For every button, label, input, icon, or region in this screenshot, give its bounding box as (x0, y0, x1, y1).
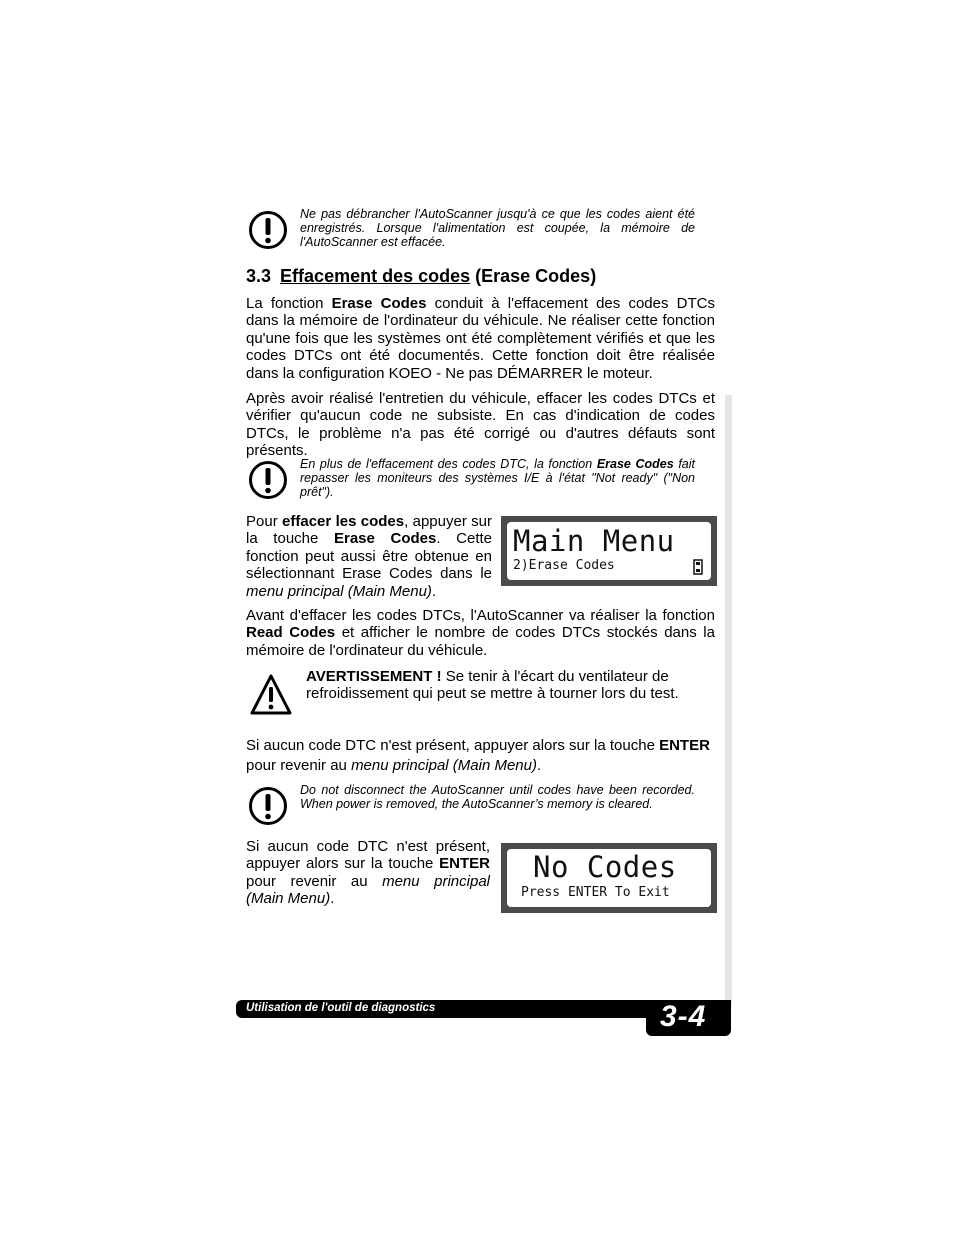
text-run: pour revenir au (246, 757, 352, 774)
text-run: . (330, 890, 335, 908)
text-bold: ENTER (659, 737, 710, 754)
text-bold: Read Codes (246, 624, 336, 642)
section-title-english: (Erase Codes) (475, 266, 597, 286)
text-bold: effacer les codes (282, 513, 405, 530)
text-run: . Cette fonction peut aussi être obtenue en sélectionnant Erase Codes dans le (246, 530, 492, 583)
text-run: Se tenir à l'écart du ventilateur de refroidissement qui peut se mettre à tourner lors du test. (306, 668, 679, 703)
text-bold: ENTER (439, 855, 490, 873)
text-run: , appuyer sur la touche (246, 513, 492, 548)
section-title: Effacement des codes (280, 266, 471, 286)
text-bold: Erase Codes (331, 295, 427, 312)
page-number-tab (646, 1000, 731, 1036)
lcd-line: Press ENTER To Exit (521, 885, 670, 900)
exclamation-icon (248, 210, 288, 250)
text-run: . (431, 582, 437, 600)
note-text: Ne pas débrancher l'AutoScanner jusqu'à ce que les codes aient été enregistrés. Lorsque l'alimentation est coupée, la mémoire de l'AutoScanner est effacée. (300, 207, 695, 249)
note-text: Do not disconnect the AutoScanner until codes have been recorded. When power is removed, the AutoScanner’s memory is cleared. (300, 783, 695, 811)
text-run: Pour (246, 513, 283, 530)
paragraph (246, 838, 490, 908)
lcd-title: No Codes (533, 850, 677, 884)
text-bold: Erase Codes (333, 530, 437, 548)
text-run: Avant d'effacer les codes DTCs, l'AutoScanner va réaliser la fonction (246, 607, 715, 624)
text-italic: menu principal (Main Menu) (351, 757, 537, 774)
warning-label: AVERTISSEMENT ! (306, 668, 442, 685)
warning-text (306, 668, 706, 703)
page-number: 3-4 (660, 1000, 707, 1033)
exclamation-icon (248, 460, 288, 500)
text-run: En plus de l'effacement des codes DTC, la fonction (300, 457, 597, 471)
paragraph (246, 607, 715, 659)
note-text (300, 457, 695, 499)
scroll-indicator-icon (693, 559, 703, 575)
text-italic: menu principal (Main Menu) (246, 872, 490, 908)
section-heading (246, 266, 596, 287)
lcd-main-menu (501, 516, 717, 586)
lcd-no-codes (501, 843, 717, 913)
section-number: 3.3 (246, 266, 272, 286)
lcd-screen (507, 522, 711, 580)
text-run: fait repasser les moniteurs des systèmes I/E à l'état "Not ready" ("Non prêt"). (300, 457, 695, 499)
lcd-title: Main Menu (513, 524, 675, 558)
paragraph (246, 513, 492, 600)
text-run: Si aucun code DTC n'est présent, appuyer alors sur la touche (246, 737, 660, 754)
paragraph (246, 295, 715, 382)
text-italic: menu principal (Main Menu) (246, 582, 432, 600)
paragraph (246, 736, 715, 776)
footer-label: Utilisation de l'outil de diagnostics (246, 1002, 436, 1014)
text-run: La fonction (246, 295, 332, 312)
margin-bar (725, 395, 732, 1005)
text-run: conduit à l'effacement des codes DTCs dans la mémoire de l'ordinateur du véhicule. Ne réaliser cette fonction qu'une fois que les systèmes ont été complètement vérifiés et que les codes DTCs ont été documentés. Cette fonction doit être réalisée dans la configuration KOEO - Ne pas DÉMARRER le moteur. (246, 295, 715, 382)
lcd-screen (507, 849, 711, 907)
lcd-line: 2)Erase Codes (513, 558, 615, 573)
text-bold: Erase Codes (596, 457, 674, 471)
text-run: Si aucun code DTC n'est présent, appuyer alors sur la touche (246, 838, 490, 873)
text-run: pour revenir au (246, 872, 383, 890)
paragraph: Après avoir réalisé l'entretien du véhicule, effacer les codes DTCs et vérifier qu'aucun code ne subsiste. En cas d'indication de codes DTCs, le problème n'a pas été corrigé ou d'autres défauts sont présents. (246, 390, 715, 460)
exclamation-icon (248, 786, 288, 826)
warning-triangle-icon (249, 673, 293, 717)
text-run: et afficher le nombre de codes DTCs stockés dans la mémoire de l'ordinateur du véhicule. (246, 624, 715, 659)
text-run: . (536, 757, 542, 774)
